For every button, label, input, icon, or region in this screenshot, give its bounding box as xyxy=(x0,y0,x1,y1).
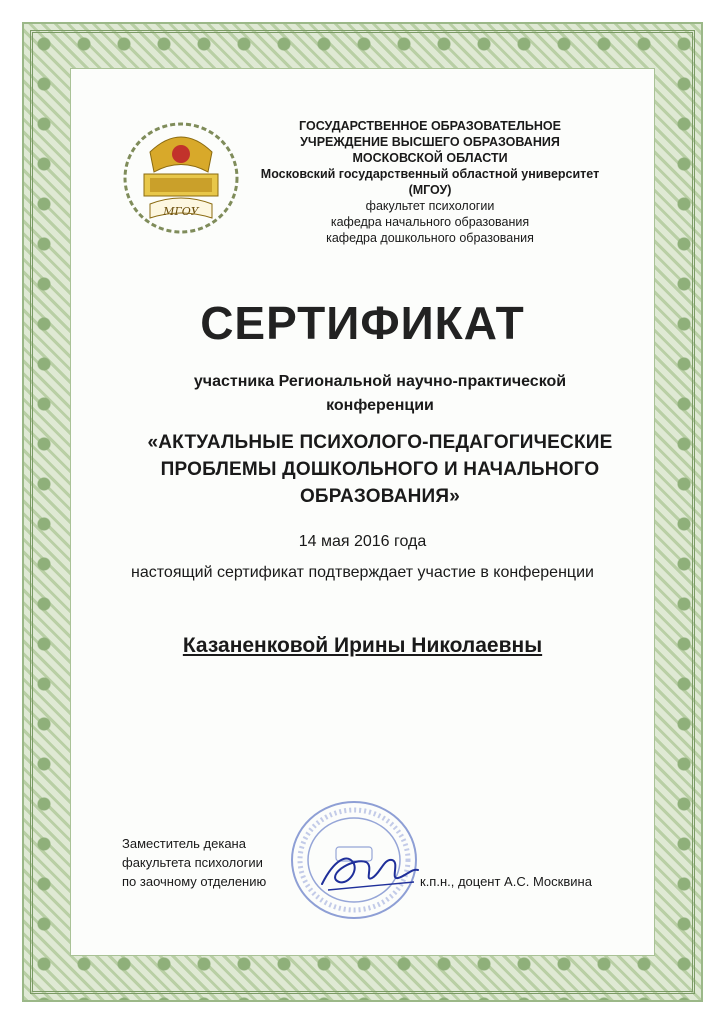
certificate-title: СЕРТИФИКАТ xyxy=(200,297,525,349)
signer-position xyxy=(122,834,302,891)
header-line-8: кафедра дошкольного образования xyxy=(326,231,534,245)
header-line-6: факультет психологии xyxy=(365,199,495,213)
signer-line-1: Заместитель декана xyxy=(122,836,246,851)
handwritten-signature xyxy=(314,840,424,898)
signer-line-2: факультета психологии xyxy=(122,855,263,870)
conference-line-1: «АКТУАЛЬНЫЕ ПСИХОЛОГО-ПЕДАГОГИЧЕСКИЕ xyxy=(147,432,613,453)
conference-line-3: ОБРАЗОВАНИЯ» xyxy=(299,486,461,507)
header-line-2: УЧРЕЖДЕНИЕ ВЫСШЕГО ОБРАЗОВАНИЯ xyxy=(300,135,560,149)
subtitle-line-2: конференции xyxy=(326,397,434,414)
conference-name xyxy=(100,429,660,510)
recipient-name: Казаненковой Ирины Николаевны xyxy=(182,634,543,657)
mgou-emblem xyxy=(120,112,242,236)
header-line-3: МОСКОВСКОЙ ОБЛАСТИ xyxy=(352,151,508,165)
subtitle-line-1: участника Региональной научно-практической xyxy=(193,373,567,390)
institution-header xyxy=(250,118,610,246)
header-line-5: (МГОУ) xyxy=(408,183,452,197)
signer-degree: к.п.н., доцент А.С. Москвина xyxy=(420,874,592,889)
emblem-text: МГОУ xyxy=(163,205,199,218)
header-line-7: кафедра начального образования xyxy=(330,215,530,229)
conference-line-2: ПРОБЛЕМЫ ДОШКОЛЬНОГО И НАЧАЛЬНОГО xyxy=(160,459,600,480)
header-line-4: Московский государственный областной университет xyxy=(260,167,600,181)
confirmation-text: настоящий сертификат подтверждает участие в конференции xyxy=(131,564,594,581)
signer-line-3: по заочному отделению xyxy=(122,874,267,889)
header-line-1: ГОСУДАРСТВЕННОЕ ОБРАЗОВАТЕЛЬНОЕ xyxy=(299,119,561,133)
conference-date: 14 мая 2016 года xyxy=(298,533,427,550)
certificate-subtitle xyxy=(100,370,660,418)
